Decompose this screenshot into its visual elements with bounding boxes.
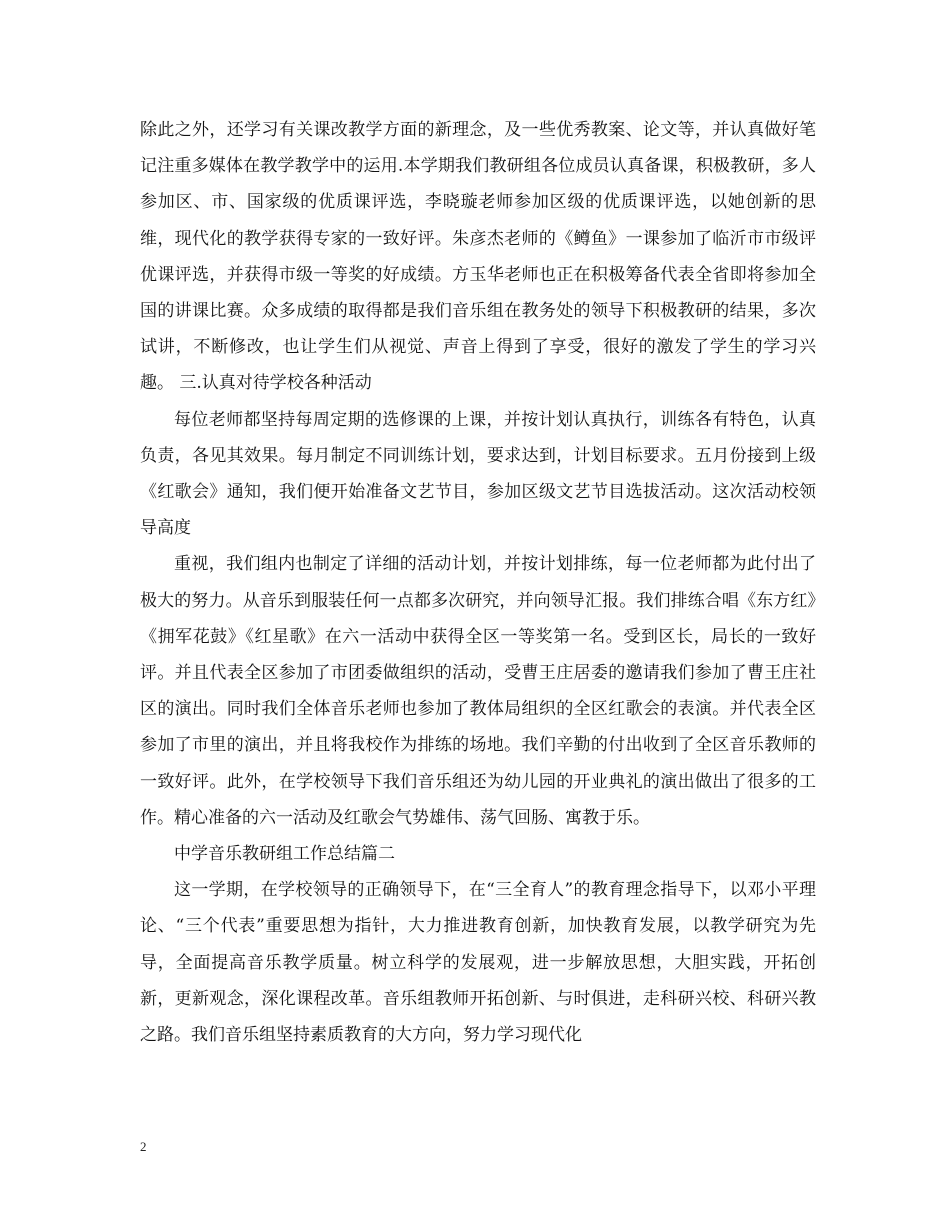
section-heading: 中学音乐教研组工作总结篇二 xyxy=(174,844,395,865)
page-number: 2 xyxy=(140,1139,147,1154)
paragraph-continuation: 除此之外，还学习有关课改教学方面的新理念，及一些优秀教案、论文等，并认真做好笔记注重多媒体在教学教学中的运用.本学期我们教研组各位成员认真备课，积极教研，多人参加区、市、国家级的优质课评选，李晓璇老师参加区级的优质课评选，以她创新的思维，现代化的教学获得专家的一致好评。朱彦杰老师的《鳟鱼》一课参加了临沂市市级评优课评选，并获得市级一等奖的好成绩。方玉华老师也正在积极筹备代表全省即将参加全国的讲课比赛。众多成绩的取得都是我们音乐组在教务处的领导下积极教研的结果，多次试讲，不断修改，也让学生们从视觉、声音上得到了享受，很好的激发了学生的学习兴趣。 三.认真对待学校各种活动 xyxy=(140,120,816,394)
paragraph-red-song-activities: 重视，我们组内也制定了详细的活动计划，并按计划排练，每一位老师都为此付出了极大的努力。从音乐到服装任何一点都多次研究，并向领导汇报。我们排练合唱《东方红》《拥军花鼓》《红星歌》在六一活动中获得全区一等奖第一名。受到区长，局长的一致好评。并且代表全区参加了市团委做组织的活动，受曹王庄居委的邀请我们参加了曹王庄社区的演出。同时我们全体音乐老师也参加了教体局组织的全区红歌会的表演。并代表全区参加了市里的演出，并且将我校作为排练的场地。我们辛勤的付出收到了全区音乐教师的一致好评。此外，在学校领导下我们音乐组还为幼儿园的开业典礼的演出做出了很多的工作。精心准备的六一活动及红歌会气势雄伟、荡气回肠、寓教于乐。 xyxy=(140,554,816,828)
paragraph-elective-courses: 每位老师都坚持每周定期的选修课的上课，并按计划认真执行，训练各有特色，认真负责，各见其效果。每月制定不同训练计划，要求达到，计划目标要求。五月份接到上级《红歌会》通知，我们便开始准备文艺节目，参加区级文艺节目选拔活动。这次活动校领导高度 xyxy=(140,409,816,539)
paragraph-semester-summary: 这一学期，在学校领导的正确领导下，在“三全育人”的教育理念指导下，以邓小平理论、“三个代表”重要思想为指针，大力推进教育创新，加快教育发展，以教学研究为先导，全面提高音乐教学质量。树立科学的发展观，进一步解放思想，大胆实践，开拓创新，更新观念，深化课程改革。音乐组教师开拓创新、与时俱进，走科研兴校、科研兴教之路。我们音乐组坚持素质教育的大方向，努力学习现代化 xyxy=(140,880,816,1046)
document-body xyxy=(140,112,816,1053)
